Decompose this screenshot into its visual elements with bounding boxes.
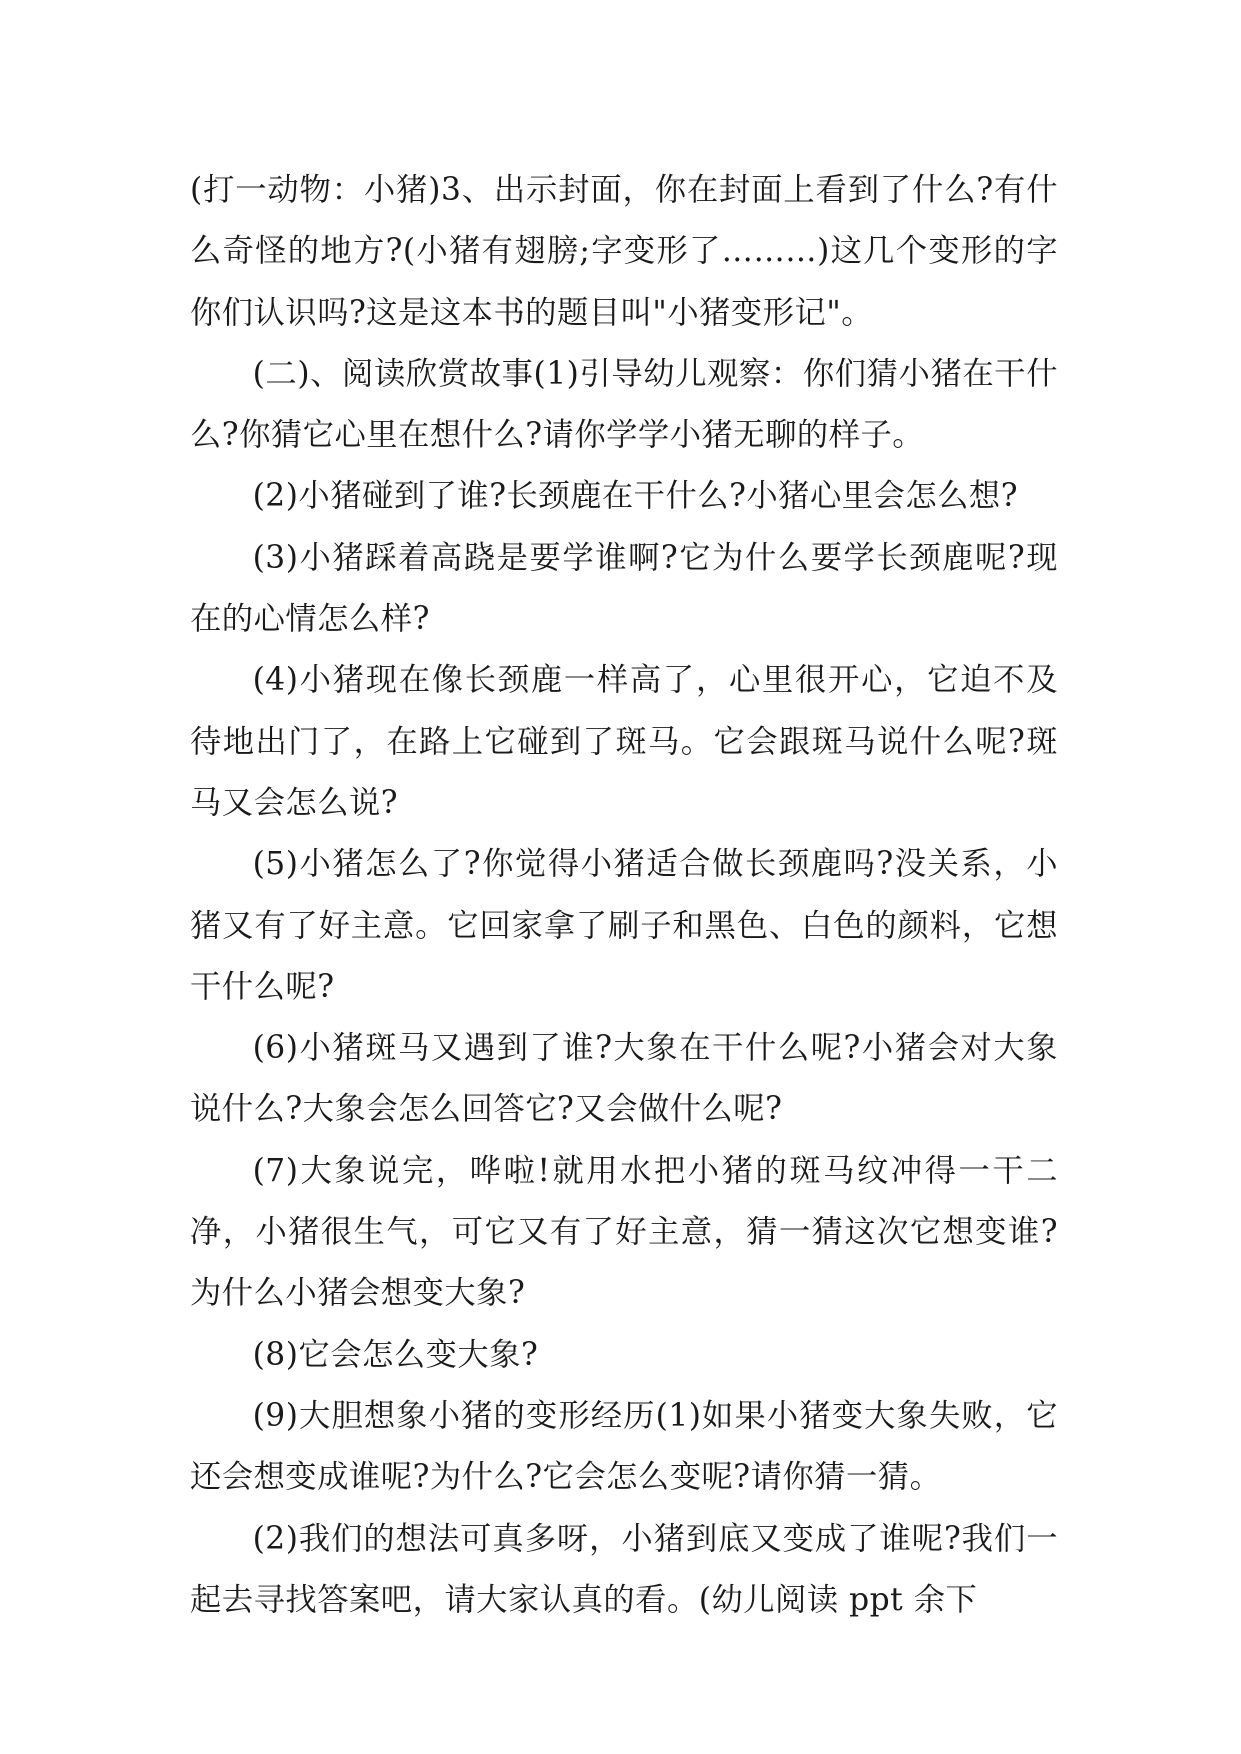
paragraph-cover-riddle: (打一动物：小猪)3、出示封面，你在封面上看到了什么?有什么奇怪的地方?(小猪有翅膀;字变形了………)这几个变形的字你们认识吗?这是这本书的题目叫"小猪变形记"。 <box>190 172 1058 331</box>
paragraph-reading-intro: (二)、阅读欣赏故事(1)引导幼儿观察：你们猜小猪在干什么?你猜它心里在想什么?请你学学小猪无聊的样子。 <box>190 355 1058 454</box>
document-body <box>190 160 1058 1631</box>
paragraph-question-6: (6)小猪斑马又遇到了谁?大象在干什么呢?小猪会对大象说什么?大象会怎么回答它?又会做什么呢? <box>190 1030 1058 1128</box>
paragraph-question-9: (9)大胆想象小猪的变形经历(1)如果小猪变大象失败，它还会想变成谁呢?为什么?它会怎么变呢?请你猜一猜。 <box>190 1397 1058 1496</box>
paragraph-question-4: (4)小猪现在像长颈鹿一样高了，心里很开心，它迫不及待地出门了，在路上它碰到了斑马。它会跟斑马说什么呢?斑马又会怎么说? <box>190 662 1058 821</box>
paragraph-question-7: (7)大象说完，哗啦!就用水把小猪的斑马纹冲得一干二净，小猪很生气，可它又有了好主意，猜一猜这次它想变谁?为什么小猪会想变大象? <box>190 1152 1058 1312</box>
paragraph-question-2: (2)小猪碰到了谁?长颈鹿在干什么?小猪心里会怎么想? <box>252 478 1019 515</box>
paragraph-question-3: (3)小猪踩着高跷是要学谁啊?它为什么要学长颈鹿呢?现在的心情怎么样? <box>190 539 1058 638</box>
paragraph-question-8: (8)它会怎么变大象? <box>252 1336 539 1373</box>
paragraph-answer-search: (2)我们的想法可真多呀，小猪到底又变成了谁呢?我们一起去寻找答案吧，请大家认真的看。(幼儿阅读 ppt 余下 <box>190 1520 1058 1618</box>
paragraph-question-5: (5)小猪怎么了?你觉得小猪适合做长颈鹿吗?没关系，小猪又有了好主意。它回家拿了刷子和黑色、白色的颜料，它想干什么呢? <box>190 846 1058 1005</box>
